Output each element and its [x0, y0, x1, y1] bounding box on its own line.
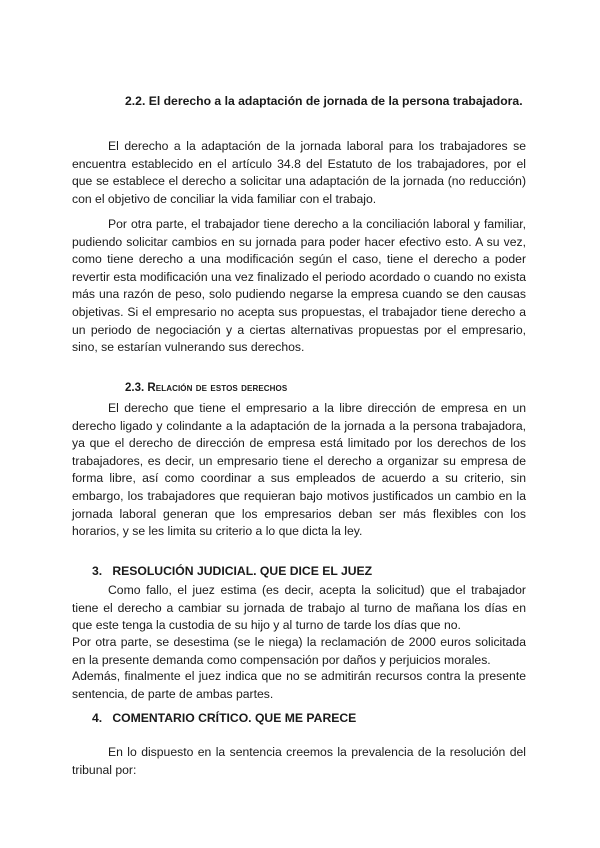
section-3-paragraph-3: Además, finalmente el juez indica que no se admitirán recursos contra la presente sentencia, de parte de ambas partes. [72, 669, 526, 701]
section-2-2-paragraph-2: Por otra parte, el trabajador tiene derecho a la conciliación laboral y familiar, pudiendo solicitar cambios en su jornada para poder hacer efectivo esto. A su vez, como tiene derecho a una modificación según el caso, tiene el derecho a poder revertir esta modificación una vez finalizado el periodo acordado o cuando no exista más una razón de peso, solo pudiendo negarse la empresa cuando se den causas objetivas. Si el empresario no acepta sus propuestas, el trabajador tiene derecho a un periodo de negociación y a ciertas alternativas propuestas por el empresario, sino, se estarían vulnerando sus derechos. [72, 217, 526, 355]
section-2-3-number: 2.3. [125, 382, 145, 394]
section-2-3-paragraph-1: El derecho que tiene el empresario a la libre dirección de empresa en un derecho ligado y colindante a la adaptación de la jornada a la persona trabajadora, ya que el derecho de dirección de empresa está limitado por los derechos de los trabajadores, es decir, un empresario tiene el derecho a organizar su empresa de forma libre, así como coordinar a sus empleados de acuerdo a su criterio, sin embargo, los trabajadores que requieran bajo motivos justificados un cambio en la jornada laboral generan que los empresarios deban ser más flexibles con los horarios, y se les limita su criterio a lo que dicta la ley. [72, 401, 526, 539]
section-3-paragraph-2: Por otra parte, se desestima (se le niega) la reclamación de 2000 euros solicitada en la presente demanda como compensación por daños y perjuicios morales. [72, 635, 526, 667]
section-2-2-heading: 2.2. El derecho a la adaptación de jornada de la persona trabajadora. [125, 94, 523, 108]
section-4-heading: 4. COMENTARIO CRÍTICO. QUE ME PARECE [92, 711, 357, 725]
section-3-paragraph-1: Como fallo, el juez estima (es decir, acepta la solicitud) que el trabajador tiene el derecho a cambiar su jornada de trabajo al turno de mañana los días en que este tenga la custodia de su hijo y al turno de tarde los días que no. [72, 583, 526, 633]
section-2-3-heading [125, 380, 287, 397]
section-3-heading: 3. RESOLUCIÓN JUDICIAL. QUE DICE EL JUEZ [92, 564, 373, 578]
section-2-2-paragraph-1: El derecho a la adaptación de la jornada laboral para los trabajadores se encuentra establecido en el artículo 34.8 del Estatuto de los trabajadores, por el que se establece el derecho a solicitar una adaptación de la jornada (no reducción) con el objetivo de conciliar la vida familiar con el trabajo. [72, 139, 526, 206]
section-2-3-title: Relación de estos derechos [147, 382, 288, 394]
section-4-paragraph-1: En lo dispuesto en la sentencia creemos la prevalencia de la resolución del tribunal por: [72, 745, 526, 777]
